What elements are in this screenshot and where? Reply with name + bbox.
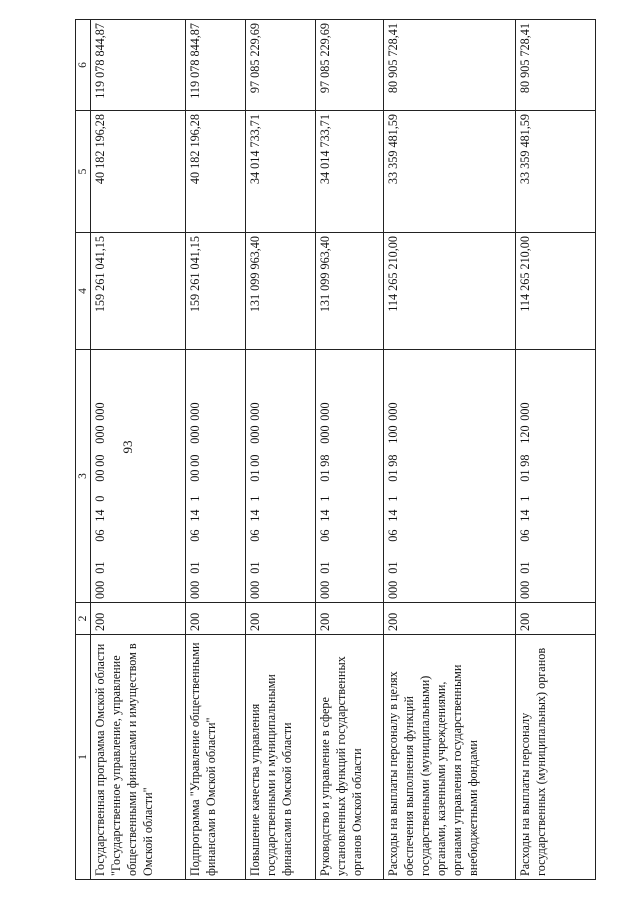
row-amount6-cell: 97 085 229,69 <box>316 20 384 111</box>
row-classification-code-cell <box>246 350 316 603</box>
row-code-200-cell: 200 <box>186 603 246 635</box>
code-part: 000 <box>318 425 332 444</box>
header-cell: 1 <box>76 635 91 880</box>
table-row <box>186 20 246 880</box>
code-part: 01 <box>386 561 400 574</box>
row-code-200-cell: 200 <box>516 603 596 635</box>
row-name-cell: Расходы на выплаты персоналу в целях обеспечения выполнения функций государственными (муниципальными) органами, казенными учреждениями, органами управления государственными внебюджетными фондами <box>384 635 516 880</box>
code-part: 000 <box>518 580 532 599</box>
page-number: 93 <box>120 440 135 454</box>
code-part: 1 <box>318 495 332 502</box>
code-part: 1 <box>518 495 532 502</box>
table-row <box>384 20 516 880</box>
row-amount5-cell: 40 182 196,28 <box>186 111 246 233</box>
code-part: 000 <box>248 402 262 421</box>
code-part: 120 <box>518 425 532 444</box>
header-cell: 3 <box>76 350 91 603</box>
row-amount6-cell: 97 085 229,69 <box>246 20 316 111</box>
code-part: 01 <box>248 469 262 482</box>
row-amount4-cell: 114 265 210,00 <box>516 233 596 350</box>
row-amount6-cell: 119 078 844,87 <box>186 20 246 111</box>
code-part: 000 <box>386 402 400 421</box>
row-name-cell: Руководство и управление в сфере установленных функций государственных органов Омской области <box>316 635 384 880</box>
code-part: 06 <box>248 529 262 542</box>
code-part: 000 <box>248 425 262 444</box>
row-amount4-cell: 159 261 041,15 <box>186 233 246 350</box>
code-part: 06 <box>518 529 532 542</box>
header-cell: 5 <box>76 111 91 233</box>
row-amount4-cell: 131 099 963,40 <box>316 233 384 350</box>
code-part: 14 <box>318 509 332 522</box>
header-row <box>76 20 91 880</box>
code-part: 01 <box>93 561 107 574</box>
row-amount6-cell: 80 905 728,41 <box>384 20 516 111</box>
row-amount5-cell: 33 359 481,59 <box>384 111 516 233</box>
code-part: 00 <box>93 454 107 467</box>
code-part: 000 <box>248 580 262 599</box>
table-body <box>91 20 596 880</box>
code-part: 01 <box>386 469 400 482</box>
code-part: 98 <box>318 454 332 467</box>
code-part: 01 <box>318 561 332 574</box>
code-part: 01 <box>248 561 262 574</box>
row-amount5-cell: 34 014 733,71 <box>316 111 384 233</box>
code-part: 14 <box>93 509 107 522</box>
code-part: 06 <box>318 529 332 542</box>
code-part: 00 <box>248 454 262 467</box>
row-amount5-cell: 40 182 196,28 <box>91 111 186 233</box>
code-part: 01 <box>188 561 202 574</box>
code-part: 01 <box>318 469 332 482</box>
code-part: 000 <box>386 580 400 599</box>
code-part: 000 <box>318 580 332 599</box>
code-part: 1 <box>188 495 202 502</box>
row-name-cell: Подпрограмма "Управление общественными финансами в Омской области" <box>186 635 246 880</box>
code-part: 06 <box>188 529 202 542</box>
code-part: 98 <box>386 454 400 467</box>
code-part: 14 <box>386 509 400 522</box>
code-part: 1 <box>386 495 400 502</box>
row-classification-code-cell <box>186 350 246 603</box>
row-code-200-cell: 200 <box>246 603 316 635</box>
row-amount4-cell: 159 261 041,15 <box>91 233 186 350</box>
header-cell: 4 <box>76 233 91 350</box>
row-name-cell: Расходы на выплаты персоналу государственных (муниципальных) органов <box>516 635 596 880</box>
code-part: 000 <box>318 402 332 421</box>
row-classification-code-cell <box>316 350 384 603</box>
code-part: 14 <box>248 509 262 522</box>
row-code-200-cell: 200 <box>384 603 516 635</box>
code-part: 000 <box>518 402 532 421</box>
code-part: 14 <box>518 509 532 522</box>
row-classification-code-cell <box>91 350 186 603</box>
code-part: 06 <box>93 529 107 542</box>
code-part: 000 <box>188 425 202 444</box>
code-part: 01 <box>518 561 532 574</box>
code-part: 000 <box>93 425 107 444</box>
table-row <box>316 20 384 880</box>
code-part: 000 <box>93 580 107 599</box>
code-part: 14 <box>188 509 202 522</box>
row-classification-code-cell <box>384 350 516 603</box>
code-part: 06 <box>386 529 400 542</box>
code-part: 000 <box>188 402 202 421</box>
code-part: 000 <box>93 402 107 421</box>
row-code-200-cell: 200 <box>316 603 384 635</box>
code-part: 100 <box>386 425 400 444</box>
header-cell: 2 <box>76 603 91 635</box>
row-amount4-cell: 114 265 210,00 <box>384 233 516 350</box>
code-part: 00 <box>93 469 107 482</box>
row-amount5-cell: 33 359 481,59 <box>516 111 596 233</box>
row-code-200-cell: 200 <box>91 603 186 635</box>
code-part: 1 <box>248 495 262 502</box>
row-classification-code-cell <box>516 350 596 603</box>
row-name-cell: Государственная программа Омской области "Государственное управление, управление общественными финансами и имуществом в Омской области" <box>91 635 186 880</box>
table-row <box>91 20 186 880</box>
row-amount5-cell: 34 014 733,71 <box>246 111 316 233</box>
code-part: 000 <box>188 580 202 599</box>
table-row <box>516 20 596 880</box>
row-amount6-cell: 80 905 728,41 <box>516 20 596 111</box>
row-amount4-cell: 131 099 963,40 <box>246 233 316 350</box>
row-amount6-cell: 119 078 844,87 <box>91 20 186 111</box>
header-cell: 6 <box>76 20 91 111</box>
code-part: 0 <box>93 495 107 502</box>
code-part: 01 <box>518 469 532 482</box>
row-name-cell: Повышение качества управления государственными и муниципальными финансами в Омской области <box>246 635 316 880</box>
code-part: 98 <box>518 454 532 467</box>
rotated-table-container <box>75 20 580 880</box>
code-part: 00 <box>188 454 202 467</box>
code-part: 00 <box>188 469 202 482</box>
budget-table <box>75 19 596 880</box>
table-row <box>246 20 316 880</box>
